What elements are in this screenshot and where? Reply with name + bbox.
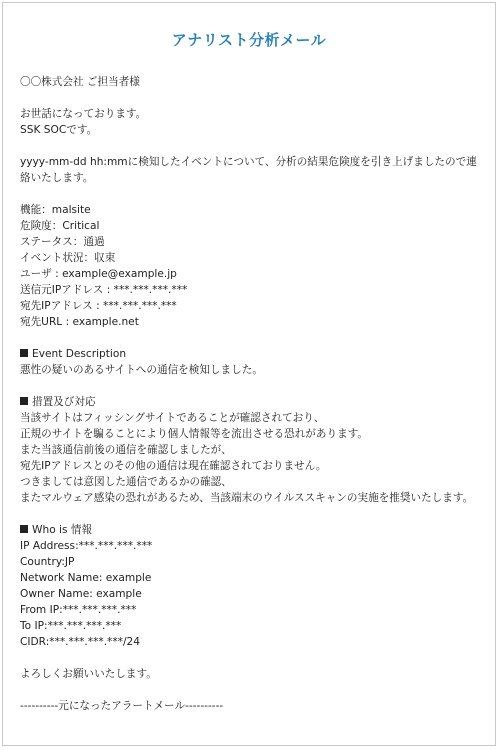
email-panel	[2, 2, 496, 746]
measures-line: 当該サイトはフィッシングサイトであることが確認されており、	[20, 412, 325, 424]
whois-country: Country:JP	[20, 556, 75, 568]
email-body	[3, 74, 495, 714]
field-severity: 危険度：Critical	[20, 220, 100, 232]
whois-ip-address: IP Address:***.***.***.***	[20, 540, 153, 552]
section-heading: Who is 情報	[32, 524, 93, 536]
whois-to-ip: To IP:***.***.***.***	[20, 620, 122, 632]
email-title: アナリスト分析メール	[171, 31, 327, 49]
field-event-state: イベント状況：収束	[20, 252, 116, 264]
event-description-text: 悪性の疑いのあるサイトへの通信を検知しました。	[20, 364, 263, 376]
field-function: 機能：malsite	[20, 204, 91, 216]
field-user: ユーザ : example@example.jp	[20, 268, 177, 280]
field-status: ステータス：通過	[20, 236, 105, 248]
whois-cidr: CIDR:***.***.***.***/24	[20, 636, 140, 648]
intro-line: SSK SOCです。	[20, 124, 98, 136]
measures-line: またマルウェア感染の恐れがあるため、当該端末のウイルススキャンの実施を推奨いたします。	[20, 492, 474, 504]
square-bullet-icon	[20, 397, 28, 405]
section-event-description	[20, 346, 481, 362]
intro-line: お世話になっております。	[20, 108, 147, 120]
notice-text: yyyy-mm-dd hh:mmに検知したイベントについて、分析の結果危険度を引き上げましたので連絡いたします。	[20, 156, 477, 184]
section-heading: 措置及び対応	[32, 396, 96, 408]
measures-line: つきましては意図した通信であるかの確認、	[20, 476, 232, 488]
measures-line: 正規のサイトを騙ることにより個人情報等を流出させる恐れがあります。	[20, 428, 369, 440]
closing-text: よろしくお願いいたします。	[20, 668, 157, 680]
field-source-ip: 送信元IPアドレス : ***.***.***.***	[20, 284, 188, 296]
section-measures	[20, 394, 481, 410]
field-destination-url: 宛先URL : example.net	[20, 316, 139, 328]
greeting: 〇〇株式会社 ご担当者様	[20, 76, 140, 88]
square-bullet-icon	[20, 349, 28, 357]
measures-line: 宛先IPアドレスとのその他の通信は現在確認されておりません。	[20, 460, 327, 472]
whois-network-name: Network Name: example	[20, 572, 152, 584]
original-alert-separator: ----------元になったアラートメール----------	[20, 700, 224, 712]
measures-line: また当該通信前後の通信を確認しましたが、	[20, 444, 232, 456]
field-destination-ip: 宛先IPアドレス : ***.***.***.***	[20, 300, 177, 312]
section-heading: Event Description	[32, 348, 127, 360]
section-whois	[20, 522, 481, 538]
whois-from-ip: From IP:***.***.***.***	[20, 604, 137, 616]
whois-owner-name: Owner Name: example	[20, 588, 142, 600]
square-bullet-icon	[20, 525, 28, 533]
